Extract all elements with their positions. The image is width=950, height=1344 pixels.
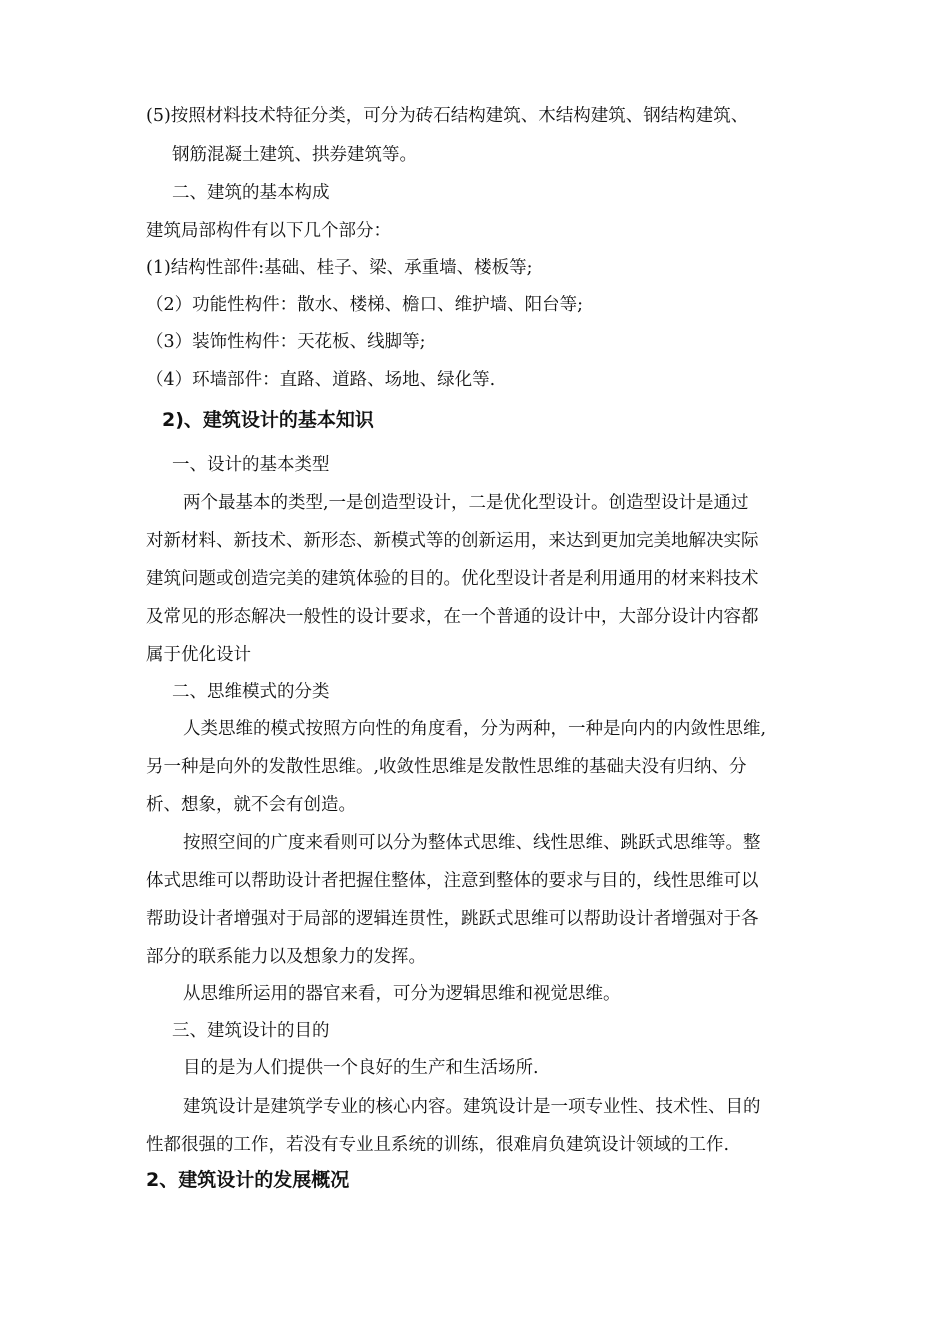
- list-item: （2）功能性构件：散水、楼梯、檐口、维护墙、阳台等;: [146, 295, 584, 315]
- text-line: 钢筋混凝土建筑、拱券建筑等。: [172, 145, 417, 165]
- paragraph-line: 析、想象，就不会有创造。: [146, 795, 356, 815]
- paragraph-line: 建筑问题或创造完美的建筑体验的目的。优化型设计者是利用通用的材来料技术: [146, 569, 759, 589]
- section-heading: 二、思维模式的分类: [172, 682, 330, 702]
- paragraph-line: 部分的联系能力以及想象力的发挥。: [146, 947, 426, 967]
- section-heading: 三、建筑设计的目的: [172, 1021, 330, 1041]
- paragraph-line: 两个最基本的类型,一是创造型设计，二是优化型设计。创造型设计是通过: [183, 493, 749, 513]
- paragraph-line: 性都很强的工作，若没有专业且系统的训练，很难肩负建筑设计领域的工作.: [146, 1135, 730, 1155]
- section-heading: 一、设计的基本类型: [172, 455, 330, 475]
- paragraph-line: 属于优化设计: [146, 645, 251, 665]
- section-heading: 二、建筑的基本构成: [172, 183, 330, 203]
- chapter-heading: 2、建筑设计的发展概况: [146, 1169, 350, 1191]
- paragraph-line: 体式思维可以帮助设计者把握住整体，注意到整体的要求与目的，线性思维可以: [146, 871, 759, 891]
- paragraph-line: 另一种是向外的发散性思维。,收敛性思维是发散性思维的基础夫没有归纳、分: [146, 757, 747, 777]
- chapter-heading: 2)、建筑设计的基本知识: [162, 409, 374, 431]
- paragraph-line: 帮助设计者增强对于局部的逻辑连贯性，跳跃式思维可以帮助设计者增强对于各: [146, 909, 759, 929]
- paragraph-line: 建筑设计是建筑学专业的核心内容。建筑设计是一项专业性、技术性、目的: [183, 1097, 761, 1117]
- paragraph-line: 目的是为人们提供一个良好的生产和生活场所.: [183, 1058, 539, 1078]
- paragraph-line: 按照空间的广度来看则可以分为整体式思维、线性思维、跳跃式思维等。整: [183, 833, 761, 853]
- list-item: （4）环墙部件：直路、道路、场地、绿化等.: [146, 370, 496, 390]
- text-line: 建筑局部构件有以下几个部分：: [146, 221, 391, 241]
- paragraph-line: 对新材料、新技术、新形态、新模式等的创新运用，来达到更加完美地解决实际: [146, 531, 759, 551]
- list-item: (1)结构性部件:基础、桂子、梁、承重墙、楼板等;: [146, 258, 533, 278]
- paragraph-line: 人类思维的模式按照方向性的角度看，分为两种，一种是向内的内敛性思维,: [183, 719, 767, 739]
- paragraph-line: 及常见的形态解决一般性的设计要求，在一个普通的设计中，大部分设计内容都: [146, 607, 759, 627]
- paragraph-line: 从思维所运用的器官来看，可分为逻辑思维和视觉思维。: [183, 984, 621, 1004]
- text-line: (5)按照材料技术特征分类，可分为砖石结构建筑、木结构建筑、钢结构建筑、: [146, 106, 749, 126]
- list-item: （3）装饰性构件：天花板、线脚等;: [146, 332, 426, 352]
